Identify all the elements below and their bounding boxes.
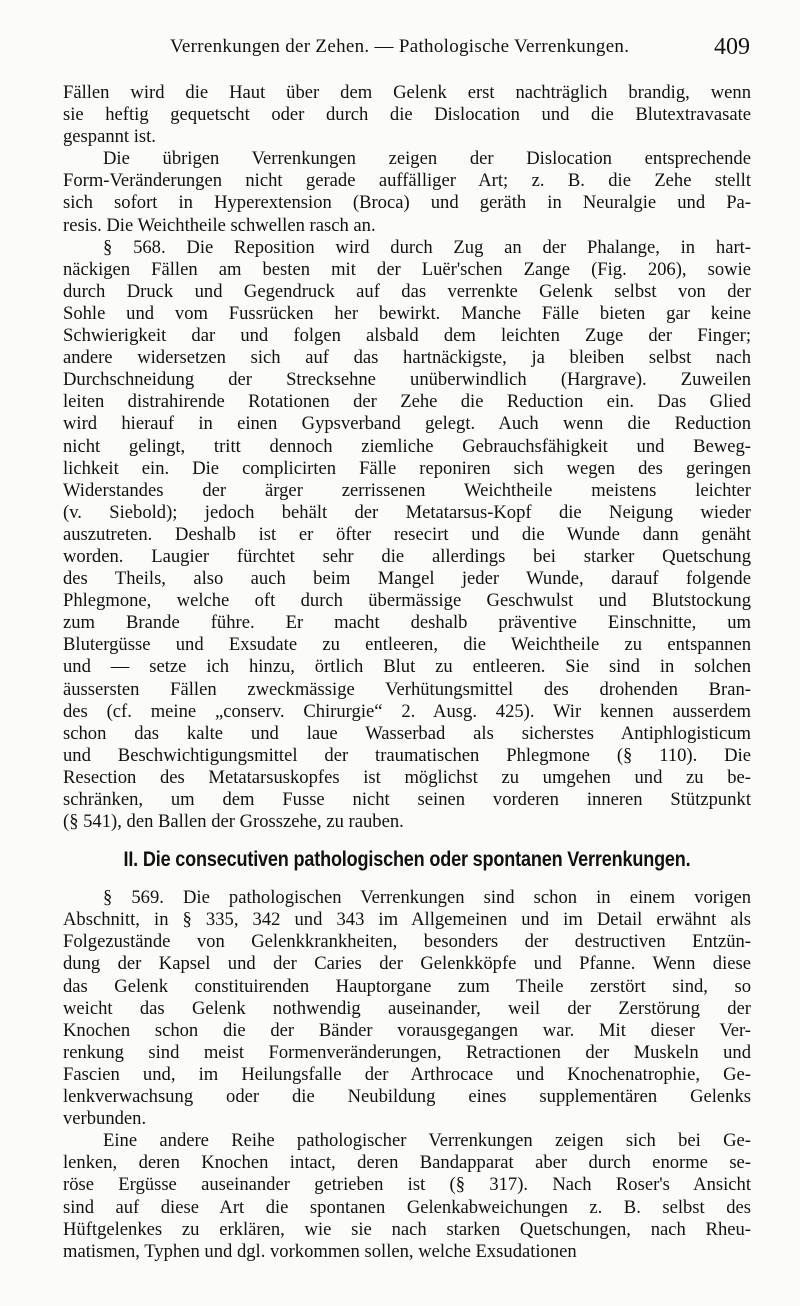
body-text — [63, 82, 751, 1263]
text-line: leiten distrahirende Rotationen der Zehe die Reduction ein. Das Glied — [63, 391, 751, 413]
text-line: resis. Die Weichtheile schwellen rasch an. — [63, 214, 376, 236]
text-line: lenken, deren Knochen intact, deren Bandapparat aber durch enorme se- — [63, 1152, 751, 1174]
text-line: Phlegmone, welche oft durch übermässige Geschwulst und Blutstockung — [63, 590, 751, 612]
text-line: Eine andere Reihe pathologischer Verrenkungen zeigen sich bei Ge- — [103, 1130, 751, 1152]
text-line: Schwierigkeit dar und folgen alsbald dem leichten Zuge der Finger; — [63, 325, 751, 347]
text-line: matismen, Typhen und dgl. vorkommen sollen, welche Exsudationen — [63, 1240, 577, 1262]
page-number: 409 — [714, 34, 750, 60]
text-line: (§ 541), den Ballen der Grosszehe, zu rauben. — [63, 811, 404, 833]
text-line: schon das kalte und laue Wasserbad als sicherstes Antiphlogisticum — [63, 722, 751, 744]
text-line: zum Brande führe. Er macht deshalb präventive Einschnitte, um — [63, 612, 751, 634]
text-line: (v. Siebold); jedoch behält der Metatarsus-Kopf die Neigung wieder — [63, 501, 751, 523]
text-line: Blutergüsse und Exsudate zu entleeren, die Weichtheile zu entspannen — [63, 634, 751, 656]
text-line: näckigen Fällen am besten mit der Luër'schen Zange (Fig. 206), sowie — [63, 258, 751, 280]
section-heading: II. Die consecutiven pathologischen oder spontanen Verrenkungen. — [123, 848, 691, 872]
text-line: worden. Laugier fürchtet sehr die allerdings bei starker Quetschung — [63, 545, 751, 567]
text-line: dung der Kapsel und der Caries der Gelenkköpfe und Pfanne. Wenn diese — [63, 953, 751, 975]
text-line: lichkeit ein. Die complicirten Fälle reponiren sich wegen des geringen — [63, 457, 751, 479]
text-line: des (cf. meine „conserv. Chirurgie“ 2. Ausg. 425). Wir kennen ausserdem — [63, 700, 751, 722]
text-line: äussersten Fällen zweckmässige Verhütungsmittel des drohenden Bran- — [63, 678, 751, 700]
text-line: schränken, um dem Fusse nicht seinen vorderen inneren Stützpunkt — [63, 789, 751, 810]
text-line: des Theils, also auch beim Mangel jeder Wunde, darauf folgende — [63, 568, 751, 590]
running-header — [60, 34, 750, 64]
text-line: Fascien und, im Heilungsfalle der Arthrocace und Knochenatrophie, Ge- — [63, 1063, 751, 1085]
text-line: Resection des Metatarsuskopfes ist möglichst zu umgehen und zu be- — [63, 766, 751, 788]
text-line: Abschnitt, in § 335, 342 und 343 im Allgemeinen und im Detail erwähnt als — [63, 909, 751, 931]
text-line: andere widersetzen sich auf das hartnäckigste, ja bleiben selbst nach — [63, 347, 751, 369]
text-line: Die übrigen Verrenkungen zeigen der Dislocation entsprechende — [103, 148, 751, 170]
text-line: röse Ergüsse auseinander getrieben ist (§ 317). Nach Roser's Ansicht — [63, 1174, 751, 1196]
text-line: § 568. Die Reposition wird durch Zug an der Phalange, in hart- — [103, 236, 751, 258]
text-line: durch Druck und Gegendruck auf das verrenkte Gelenk selbst von der — [63, 280, 751, 302]
text-line: Folgezustände von Gelenkkrankheiten, besonders der destructiven Entzün- — [63, 931, 751, 953]
text-line: sich sofort in Hyperextension (Broca) und geräth in Neuralgie und Pa- — [63, 192, 751, 214]
section-dislocation-text — [63, 82, 751, 833]
text-line: lenkverwachsung oder die Neubildung eines supplementären Gelenks — [63, 1086, 751, 1108]
text-line: und Beschwichtigungsmittel der traumatischen Phlegmone (§ 110). Die — [63, 744, 751, 766]
text-line: verbunden. — [63, 1108, 147, 1130]
text-line: und — setze ich hinzu, örtlich Blut zu entleeren. Sie sind in solchen — [63, 656, 751, 678]
text-line: Fällen wird die Haut über dem Gelenk erst nachträglich brandig, wenn — [63, 82, 751, 103]
text-line: auszutreten. Deshalb ist er öfter resecirt und die Wunde dann genäht — [63, 523, 751, 545]
text-line: sind auf diese Art die spontanen Gelenkabweichungen z. B. selbst des — [63, 1196, 751, 1218]
text-line: gespannt ist. — [63, 126, 156, 148]
text-line: nicht gelingt, tritt dennoch ziemliche Gebrauchsfähigkeit und Beweg- — [63, 435, 751, 457]
text-line: Sohle und vom Fussrücken her bewirkt. Manche Fälle bieten gar keine — [63, 302, 751, 324]
text-line: Widerstandes der ärger zerrissenen Weichtheile meistens leichter — [63, 479, 751, 501]
text-line: Knochen schon die der Bänder vorausgegangen war. Mit dieser Ver- — [63, 1019, 751, 1041]
text-line: Hüftgelenkes zu erklären, wie sie nach starken Quetschungen, nach Rheu- — [63, 1218, 751, 1240]
text-line: § 569. Die pathologischen Verrenkungen sind schon in einem vorigen — [103, 887, 751, 909]
text-line: weicht das Gelenk nothwendig auseinander, weil der Zerstörung der — [63, 997, 751, 1019]
text-line: Durchschneidung der Strecksehne unüberwindlich (Hargrave). Zuweilen — [63, 369, 751, 391]
text-line: das Gelenk constituirenden Hauptorgane zum Theile zerstört sind, so — [63, 975, 751, 997]
text-line: wird hierauf in einen Gypsverband gelegt. Auch wenn die Reduction — [63, 413, 751, 435]
section-pathological-dislocations — [63, 887, 751, 1263]
text-line: sie heftig gequetscht oder durch die Dislocation und die Blutextravasate — [63, 104, 751, 126]
text-line: renkung sind meist Formenveränderungen, Retractionen der Muskeln und — [63, 1041, 751, 1063]
running-title: Verrenkungen der Zehen. — Pathologische Verrenkungen. — [170, 36, 630, 57]
text-line: Form-Veränderungen nicht gerade auffälliger Art; z. B. die Zehe stellt — [63, 170, 751, 192]
